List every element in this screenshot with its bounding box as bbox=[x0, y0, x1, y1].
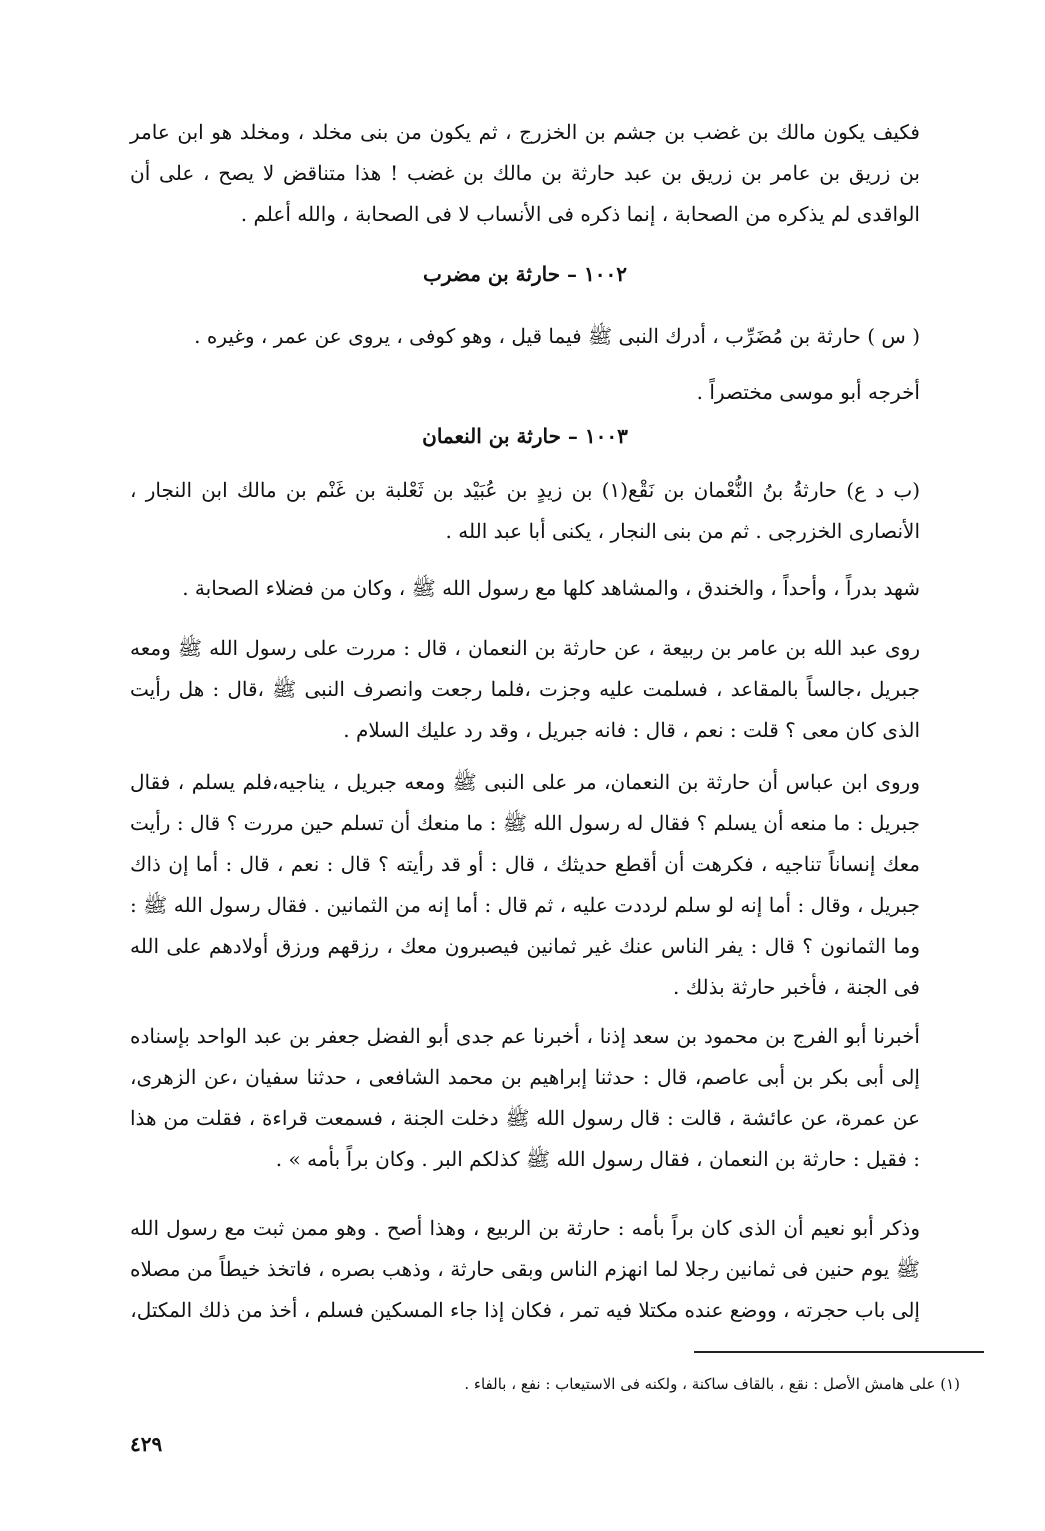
paragraph-entry-1003-isnad: أخبرنا أبو الفرج بن محمود بن سعد إذنا ، أخبرنا عم جدى أبو الفضل جعفر بن عبد الواحد بإسناده إلى أبى بكر بن أبى عاصم، قال : حدثنا إبراهيم بن محمد الشافعى ، حدثنا سفيان ،عن الزهرى، عن عمرة، عن عائشة ، قالت : قال رسول الله ﷺ دخلت الجنة ، فسمعت قراءة ، فقلت من هذا : فقيل : حارثة بن النعمان ، فقال رسول الله ﷺ كذلكم البر . وكان براً بأمه » . bbox=[130, 1024, 920, 1171]
paragraph-entry-1002-note: أخرجه أبو موسى مختصراً . bbox=[696, 380, 920, 404]
footnote-divider bbox=[694, 1351, 984, 1353]
paragraph-entry-1003-narration-1: روى عبد الله بن عامر بن ربيعة ، عن حارثة بن النعمان ، قال : مررت على رسول الله ﷺ ومعه جبريل ،جالساً بالمقاعد ، فسلمت عليه وجزت ،فلما رجعت وانصرف النبى ﷺ ،قال : هل رأيت الذى كان معى ؟ قلت : نعم ، قال : فانه جبريل ، وقد رد عليك السلام . bbox=[130, 636, 920, 742]
paragraph-entry-1003-narration-2: وروى ابن عباس أن حارثة بن النعمان، مر على النبى ﷺ ومعه جبريل ، يناجيه،فلم يسلم ، فقال جبريل : ما منعه أن يسلم ؟ فقال له رسول الله ﷺ : ما منعك أن تسلم حين مررت ؟ قال : رأيت معك إنساناً تناجيه ، فكرهت أن أقطع حديثك ، قال : أو قد رأيته ؟ قال : نعم ، قال : أما إن ذاك جبريل ، وقال : أما إنه لو سلم لرددت عليه ، ثم قال : أما إنه من الثمانين . فقال رسول الله ﷺ : وما الثمانون ؟ قال : يفر الناس عنك غير ثمانين فيصبرون معك ، رزقهم ورزق أولادهم على الله فى الجنة ، فأخبر حارثة بذلك . bbox=[130, 770, 920, 999]
paragraph-continuation: فكيف يكون مالك بن غضب بن جشم بن الخزرج ، ثم يكون من بنى مخلد ، ومخلد هو ابن عامر بن زريق بن عامر بن زريق بن عبد حارثة بن مالك بن غضب ! هذا متناقض لا يصح ، على أن الواقدى لم يذكره من الصحابة ، إنما ذكره فى الأنساب لا فى الصحابة ، والله أعلم . bbox=[130, 120, 920, 226]
paragraph-entry-1003-battles: شهد بدراً ، وأحداً ، والخندق ، والمشاهد كلها مع رسول الله ﷺ ، وكان من فضلاء الصحابة . bbox=[182, 576, 920, 600]
paragraph-entry-1003-abu-nuaim: وذكر أبو نعيم أن الذى كان براً بأمه : حارثة بن الربيع ، وهذا أصح . وهو ممن ثبت مع رسول الله ﷺ يوم حنين فى ثمانين رجلا لما انهزم الناس وبقى حارثة ، وذهب بصره ، فاتخذ خيطاً من مصلاه إلى باب حجرته ، ووضع عنده مكتلا فيه تمر ، فكان إذا جاء المسكين فسلم ، أخذ من ذلك المكتل، bbox=[130, 1216, 920, 1322]
footnote: (١) على هامش الأصل : نقع ، بالقاف ساكنة ، ولكنه فى الاستيعاب : نفع ، بالفاء . bbox=[464, 1375, 960, 1393]
paragraph-entry-1002: ( س ) حارثة بن مُضَرِّب ، أدرك النبى ﷺ فيما قيل ، وهو كوفى ، يروى عن عمر ، وغيره . bbox=[194, 324, 920, 348]
entry-heading-1003: ١٠٠٣ – حارثة بن النعمان bbox=[422, 424, 628, 448]
paragraph-entry-1003-lineage: (ب د ع) حارثةُ بنُ النُّعْمان بن نَقْع(١) بن زيدٍ بن عُبَيْد بن ثَعْلبة بن غَنْم بن مالك ابن النجار ، الأنصارى الخزرجى . ثم من بنى النجار ، يكنى أبا عبد الله . bbox=[130, 478, 920, 543]
page-number: ٤٢٩ bbox=[130, 1432, 163, 1456]
entry-heading-1002: ١٠٠٢ – حارثة بن مضرب bbox=[423, 262, 627, 286]
